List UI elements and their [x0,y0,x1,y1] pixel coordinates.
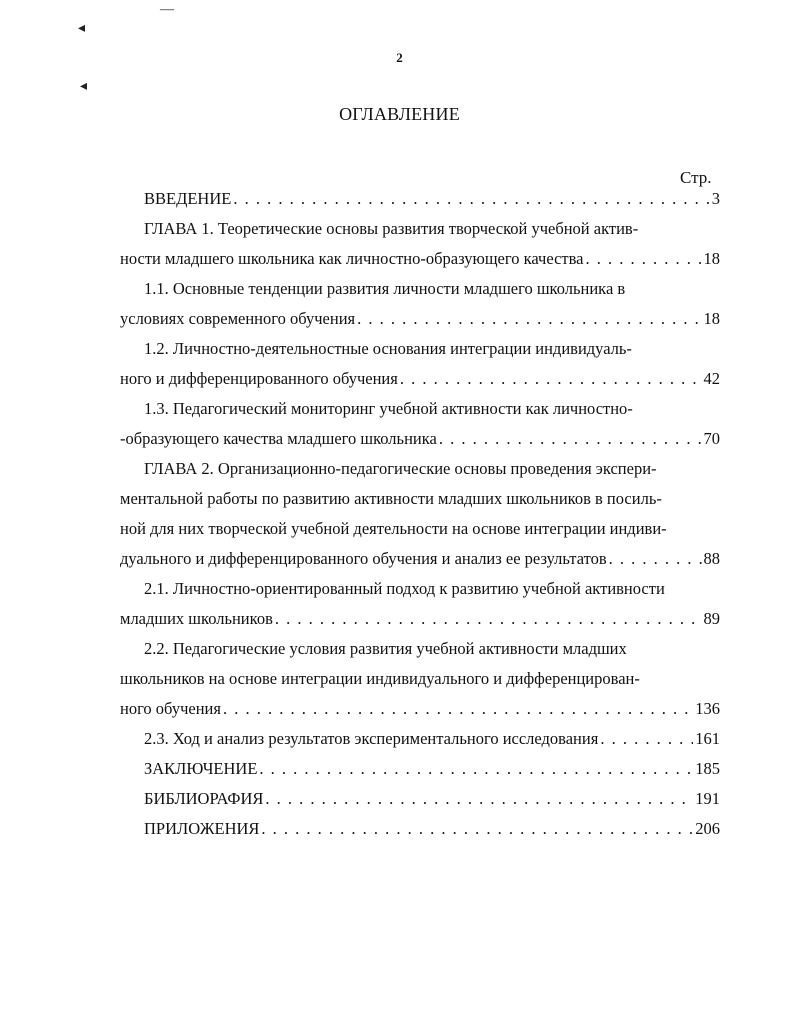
scan-mark-icon: ◂ [80,79,88,94]
toc-page-number: 136 [695,699,720,718]
toc-leader-dots [259,754,693,784]
toc-entry-text: младших школьников [120,609,273,628]
toc-entry-line: 1.3. Педагогический мониторинг учебной активности как личностно- [144,399,633,418]
toc-entry-text: ного обучения [120,699,221,718]
toc-entry-line [120,184,720,214]
toc-leader-dots [439,424,702,454]
toc-entry-line: 2.2. Педагогические условия развития учебной активности младших [144,639,627,658]
toc-leader-dots [275,604,702,634]
toc-entry[interactable] [120,754,720,784]
scan-dash-icon: — [160,2,174,17]
toc-leader-dots [600,724,693,754]
toc-entry-line [120,754,720,784]
toc-entry-text: 2.3. Ход и анализ результатов экспериментального исследования [144,729,599,748]
toc-entry-text: дуального и дифференцированного обучения и анализ ее результатов [120,549,607,568]
toc-entry-line: ГЛАВА 1. Теоретические основы развития творческой учебной актив- [144,219,639,238]
toc-entry-text: ЗАКЛЮЧЕНИЕ [144,759,258,778]
toc-entry[interactable] [120,454,720,574]
toc-leader-dots [265,784,693,814]
toc-entry[interactable] [120,394,720,454]
toc-entry[interactable] [120,184,720,214]
toc-entry-line [120,424,720,454]
table-of-contents [120,184,720,844]
toc-entry-text: условиях современного обучения [120,309,356,328]
toc-page-number: 185 [695,759,720,778]
toc-entry-text: -образующего качества младшего школьника [120,429,437,448]
toc-entry-text: ного и дифференцированного обучения [120,369,398,388]
toc-entry-line [120,814,720,844]
toc-page-number: 18 [703,309,720,328]
toc-page-number: 42 [703,369,720,388]
toc-page-number: 161 [695,729,720,748]
toc-entry-line [120,784,720,814]
toc-entry[interactable] [120,634,720,724]
toc-page-number: 89 [703,609,720,628]
toc-entry-text: ВВЕДЕНИЕ [144,189,232,208]
toc-entry-line [120,244,720,274]
toc-leader-dots [609,544,702,574]
toc-leader-dots [233,184,709,214]
scan-mark-icon: ◂ [78,21,86,36]
toc-entry[interactable] [120,334,720,394]
toc-leader-dots [400,364,702,394]
toc-entry[interactable] [120,814,720,844]
toc-entry-line [120,304,720,334]
toc-entry-text: БИБЛИОРАФИЯ [144,789,264,808]
toc-leader-dots [223,694,693,724]
toc-entry-line [120,604,720,634]
toc-entry-line: ментальной работы по развитию активности младших школьников в посиль- [120,489,662,508]
toc-page-number: 70 [703,429,720,448]
toc-entry[interactable] [120,574,720,634]
toc-entry-text: ности младшего школьника как личностно-образующего качества [120,249,584,268]
toc-leader-dots [357,304,701,334]
page-title: ОГЛАВЛЕНИЕ [339,104,460,124]
toc-page-number: 18 [703,249,720,268]
toc-entry-line: 2.1. Личностно-ориентированный подход к развитию учебной активности [144,579,665,598]
toc-entry-line: ной для них творческой учебной деятельности на основе интеграции индиви- [120,519,667,538]
toc-entry[interactable] [120,784,720,814]
toc-entry[interactable] [120,724,720,754]
toc-entry-line: 1.2. Личностно-деятельностные основания интеграции индивидуаль- [144,339,632,358]
toc-entry-line: ГЛАВА 2. Организационно-педагогические основы проведения экспери- [144,459,657,478]
toc-entry-line [120,364,720,394]
toc-entry-line [120,694,720,724]
toc-page-number: 206 [695,819,720,838]
toc-entry[interactable] [120,214,720,274]
toc-entry[interactable] [120,274,720,334]
page-column-label: Стр. [680,168,712,187]
toc-page-number: 3 [711,189,720,208]
toc-entry-line: 1.1. Основные тенденции развития личности младшего школьника в [144,279,626,298]
page-number: 2 [396,50,403,65]
toc-entry-line [120,544,720,574]
toc-page-number: 88 [703,549,720,568]
toc-entry-text: ПРИЛОЖЕНИЯ [144,819,260,838]
toc-entry-line: школьников на основе интеграции индивидуального и дифференцирован- [120,669,640,688]
toc-entry-line [120,724,720,754]
toc-page-number: 191 [695,789,720,808]
toc-leader-dots [586,244,702,274]
toc-leader-dots [261,814,693,844]
